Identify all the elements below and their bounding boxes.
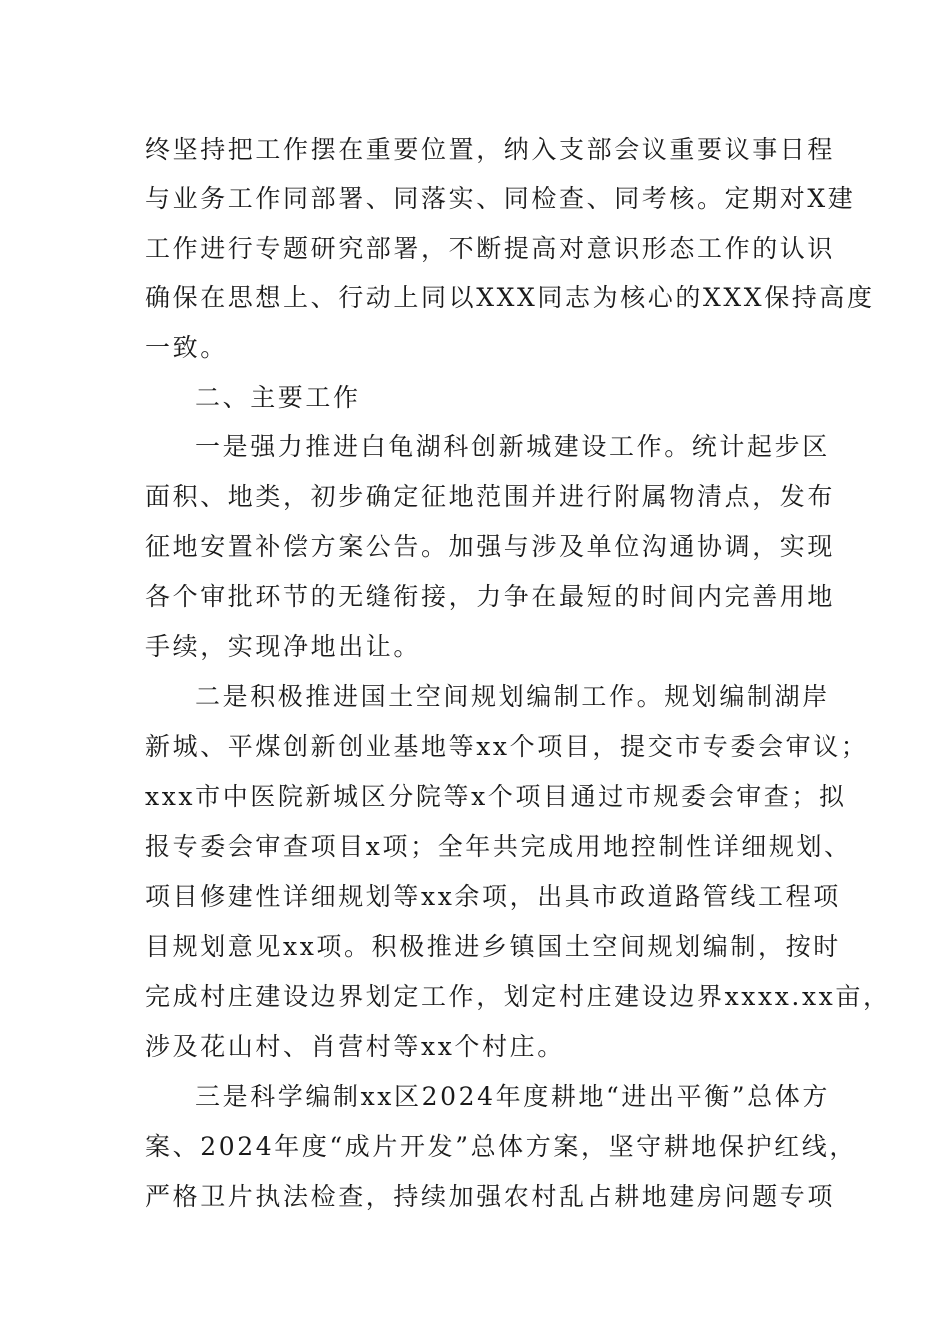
body-line: 案、2024年度“成片开发”总体方案，坚守耕地保护红线， — [145, 1132, 857, 1161]
body-line: 征地安置补偿方案公告。加强与涉及单位沟通协调，实现 — [145, 532, 836, 561]
body-line: 目规划意见xx项。积极推进乡镇国土空间规划编制，按时 — [145, 932, 841, 961]
paragraph-first-line: 一是强力推进白龟湖科创新城建设工作。统计起步区 — [195, 432, 830, 461]
body-line: 一致。 — [145, 333, 228, 362]
body-line: 涉及花山村、肖营村等xx个村庄。 — [145, 1032, 565, 1061]
body-line: 新城、平煤创新创业基地等xx个项目，提交市专委会审议； — [145, 732, 869, 761]
body-line: 手续，实现净地出让。 — [145, 632, 422, 661]
body-line: 面积、地类，初步确定征地范围并进行附属物清点，发布 — [145, 482, 836, 511]
body-line: 终坚持把工作摆在重要位置，纳入支部会议重要议事日程 — [145, 135, 836, 164]
body-line: 各个审批环节的无缝衔接，力争在最短的时间内完善用地 — [145, 582, 836, 611]
section-heading: 二、主要工作 — [195, 383, 361, 412]
body-line: 确保在思想上、行动上同以XXX同志为核心的XXX保持高度 — [145, 283, 875, 312]
body-line: 项目修建性详细规划等xx余项，出具市政道路管线工程项 — [145, 882, 841, 911]
paragraph-first-line: 三是科学编制xx区2024年度耕地“进出平衡”总体方 — [195, 1082, 830, 1111]
body-line: 完成村庄建设边界划定工作，划定村庄建设边界xxxx.xx亩， — [145, 982, 891, 1011]
body-line: 与业务工作同部署、同落实、同检查、同考核。定期对X建 — [145, 184, 856, 213]
body-line: 严格卫片执法检查，持续加强农村乱占耕地建房问题专项 — [145, 1182, 836, 1211]
paragraph-first-line: 二是积极推进国土空间规划编制工作。规划编制湖岸 — [195, 682, 830, 711]
body-line: 工作进行专题研究部署，不断提高对意识形态工作的认识 — [145, 234, 836, 263]
body-line: xxx市中医院新城区分院等x个项目通过市规委会审查；拟 — [145, 782, 847, 811]
body-line: 报专委会审查项目x项；全年共完成用地控制性详细规划、 — [145, 832, 852, 861]
